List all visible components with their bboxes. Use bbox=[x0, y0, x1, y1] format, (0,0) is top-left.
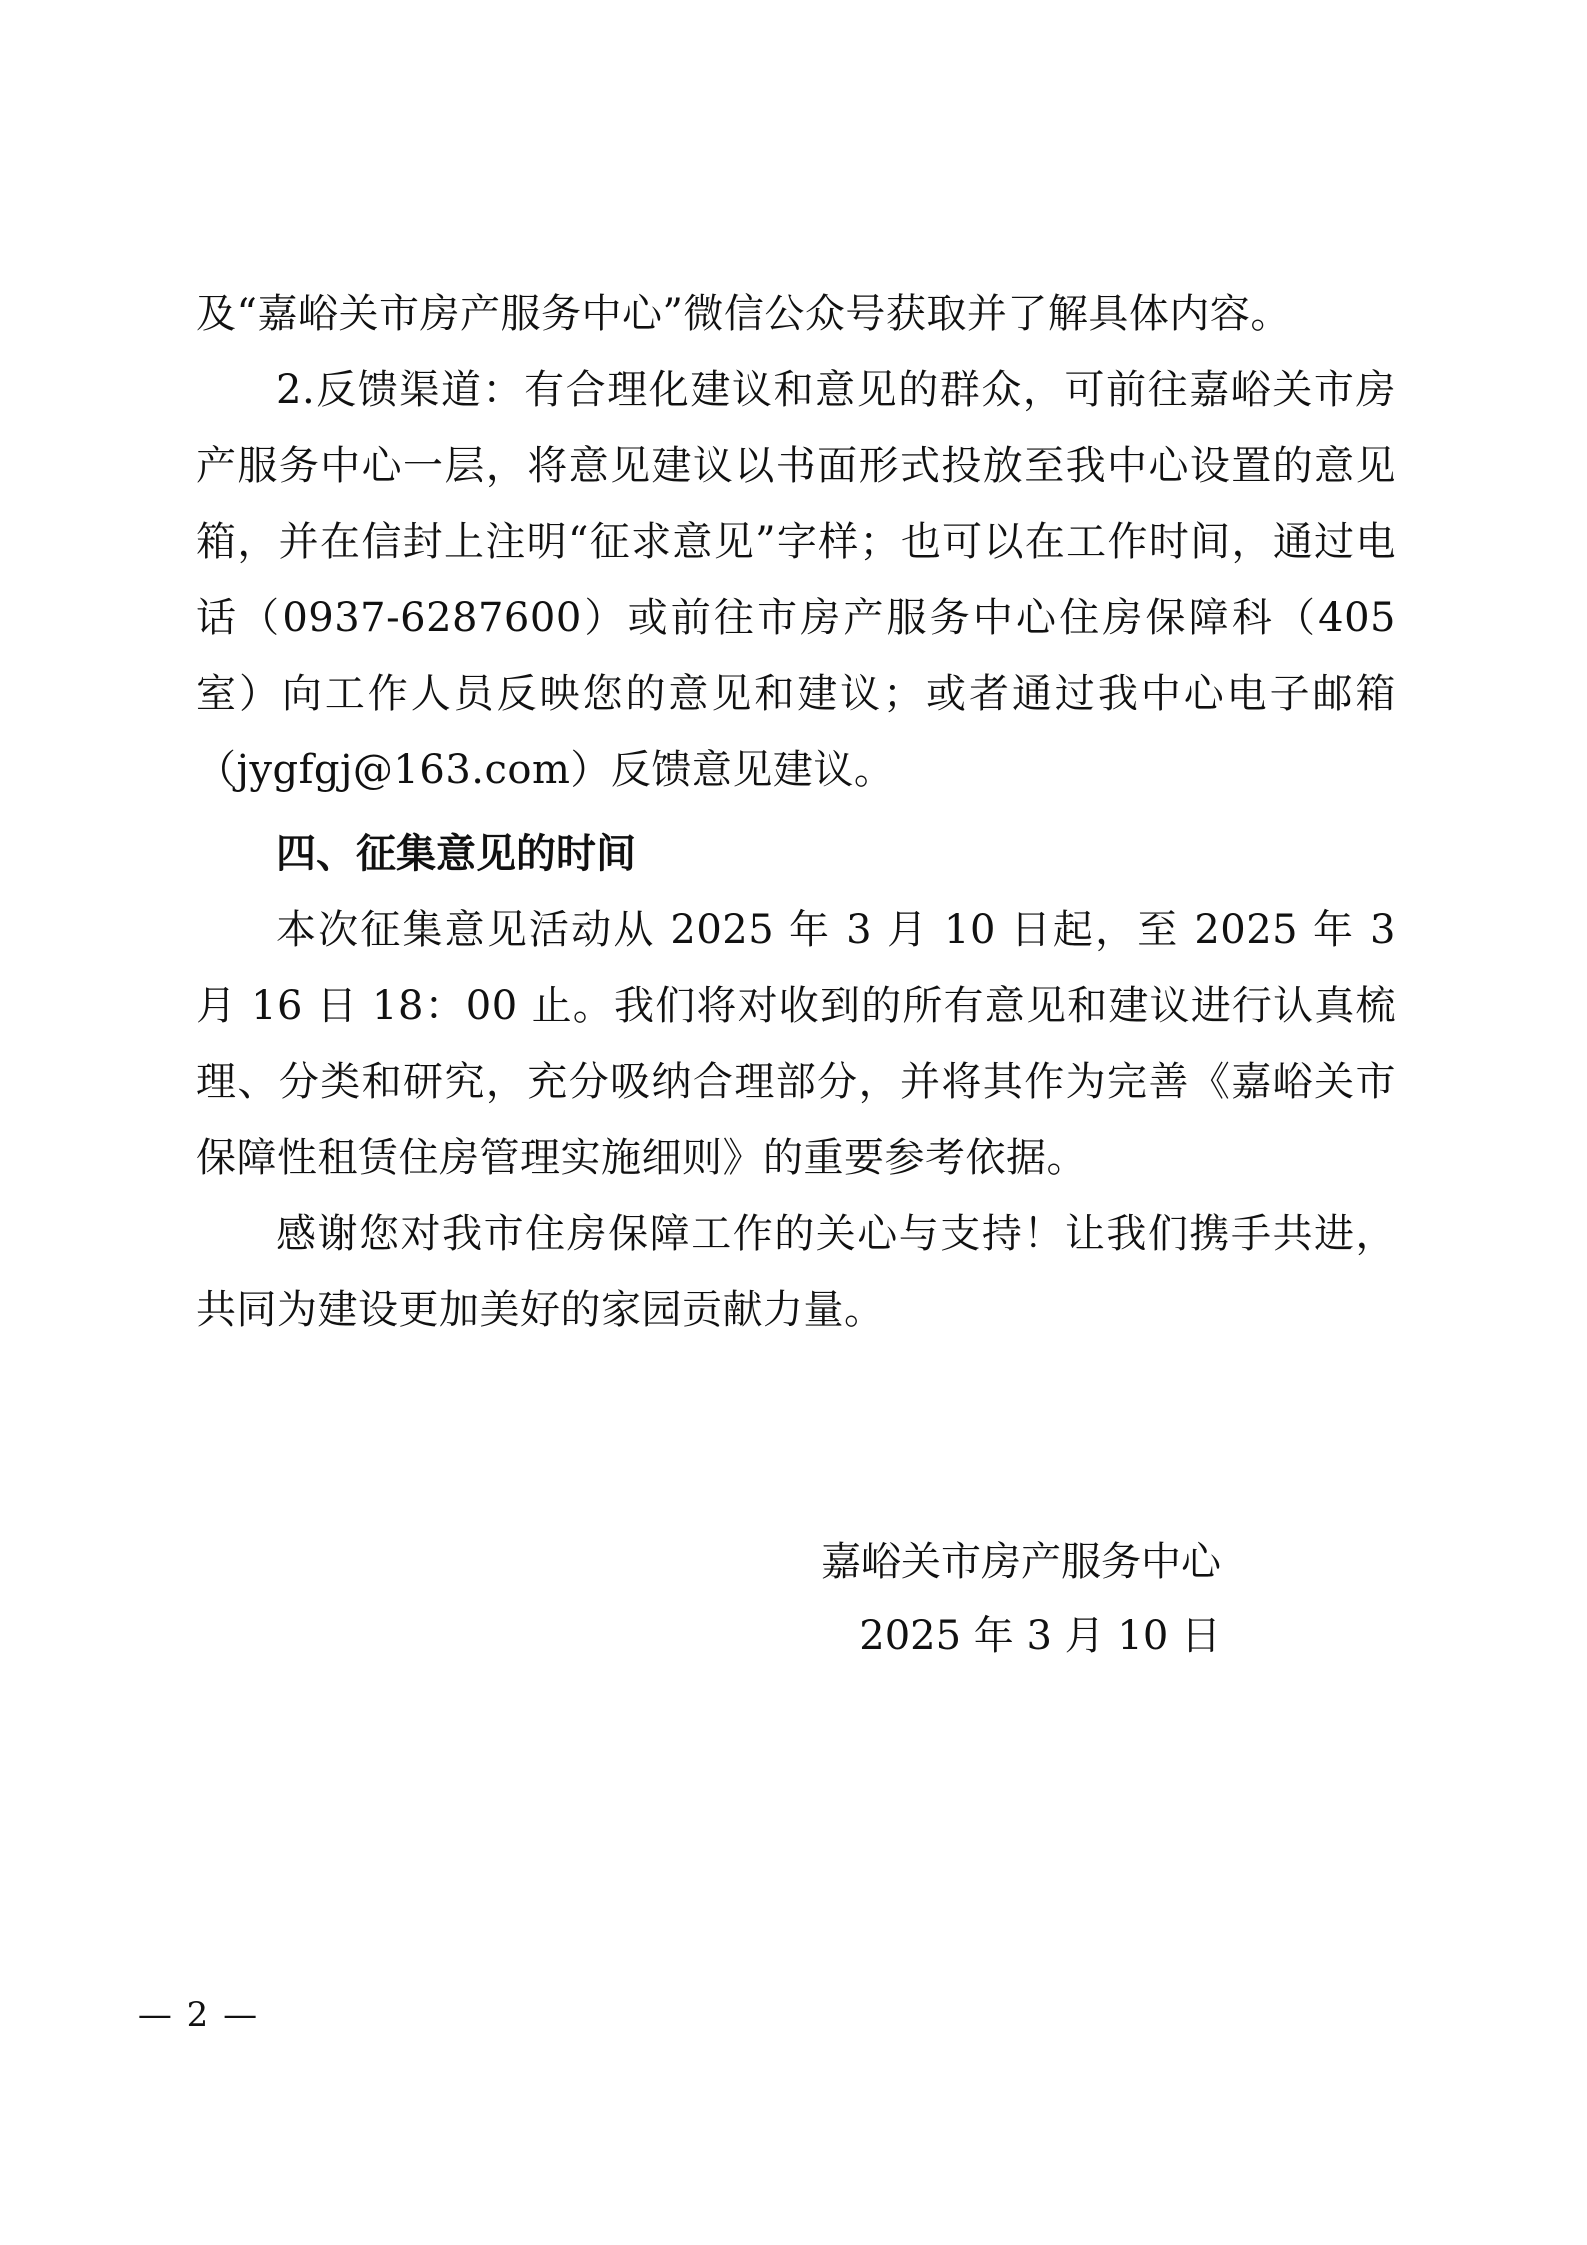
document-body bbox=[196, 276, 1396, 1348]
paragraph-time-range: 本次征集意见活动从 2025 年 3 月 10 日起，至 2025 年 3 月 16 日 18：00 止。我们将对收到的所有意见和建议进行认真梳理、分类和研究，充分吸纳合理部分，并将其作为完善《嘉峪关市保障性租赁住房管理实施细则》的重要参考依据。 bbox=[196, 907, 1396, 1181]
paragraph-thanks: 感谢您对我市住房保障工作的关心与支持！让我们携手共进，共同为建设更加美好的家园贡献力量。 bbox=[196, 1211, 1396, 1333]
signature-organization: 嘉峪关市房产服务中心 bbox=[821, 1539, 1221, 1585]
page-number-text: — 2 — bbox=[137, 1995, 260, 2035]
signature-block bbox=[196, 1525, 1396, 1673]
page-number bbox=[0, 1995, 1587, 2035]
section-heading-time: 四、征集意见的时间 bbox=[276, 831, 636, 877]
paragraph-continued: 及“嘉峪关市房产服务中心”微信公众号获取并了解具体内容。 bbox=[196, 291, 1291, 337]
signature-date: 2025 年 3 月 10 日 bbox=[859, 1613, 1221, 1659]
paragraph-spacer bbox=[196, 808, 1396, 816]
paragraph-feedback-channel: 2.反馈渠道：有合理化建议和意见的群众，可前往嘉峪关市房产服务中心一层，将意见建议以书面形式投放至我中心设置的意见箱，并在信封上注明“征求意见”字样；也可以在工作时间，通过电话（0937-6287600）或前往市房产服务中心住房保障科（405 室）向工作人员反映您的意见和建议；或者通过我中心电子邮箱（jygfgj@163.com）反馈意见建议。 bbox=[196, 367, 1396, 793]
